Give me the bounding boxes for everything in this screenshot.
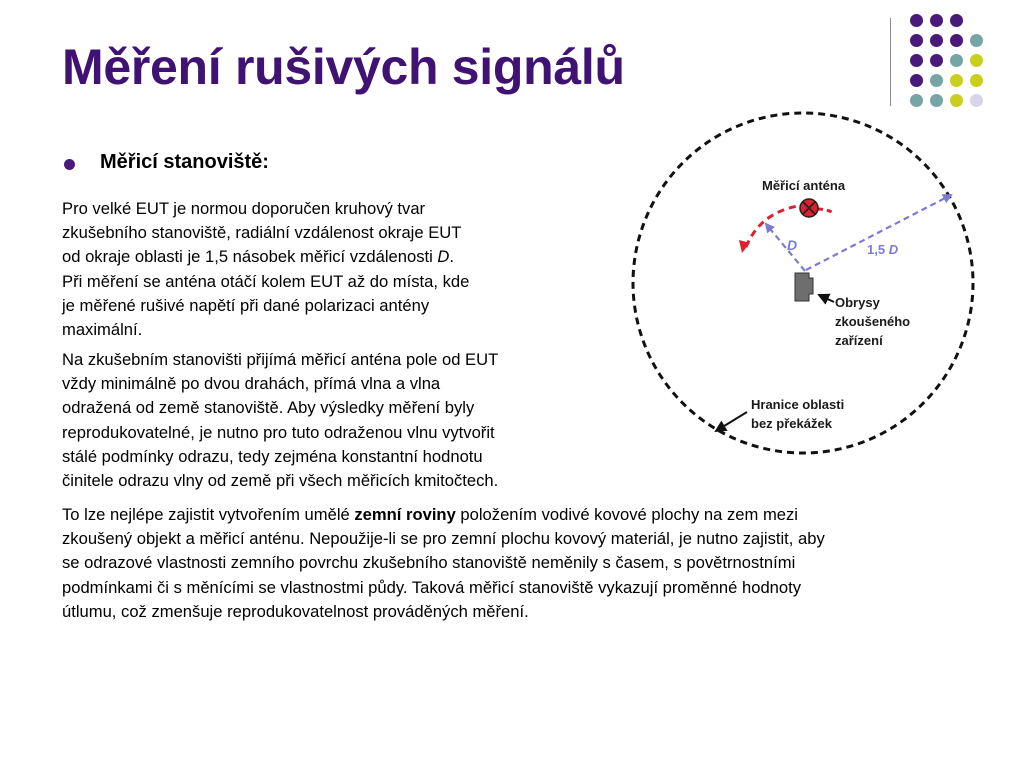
eut-pointer <box>819 295 834 302</box>
dot <box>910 54 923 67</box>
slide-title: Měření rušivých signálů <box>62 39 625 95</box>
dot <box>950 34 963 47</box>
eut-shape <box>795 273 813 301</box>
text-line: útlumu, což zmenšuje reprodukovatelnost prováděných měření. <box>62 601 529 621</box>
text-line: To lze nejlépe zajistit vytvořením umělé zemní roviny položením vodivé kovové plochy na zem mezi <box>62 505 798 524</box>
dot <box>910 74 923 87</box>
text-line: se odrazové vlastnosti zemního povrchu zkušebního stanoviště neměnily s časem, s povětrnostními <box>62 553 796 573</box>
text-line: maximální. <box>62 320 143 340</box>
variable-d: D <box>437 247 450 267</box>
text-line: zkoušený objekt a měřicí anténu. Nepoužije-li se pro zemní plochu kovový materiál, je nutno zajistit, aby <box>62 529 825 549</box>
eut-label-line-1: Obrysy <box>835 295 880 310</box>
paragraph-2 <box>62 348 498 493</box>
dot <box>930 94 943 107</box>
text-line: od okraje oblasti je 1,5 násobek měřicí vzdálenosti D. <box>62 247 455 267</box>
d15-label: 1,5 D <box>867 242 899 257</box>
text-line: odražená od země stanoviště. Aby výsledky měření byly <box>62 398 475 418</box>
text-line: Na zkušebním stanovišti přijímá měřicí anténa pole od EUT <box>62 350 499 369</box>
paragraph-3 <box>62 503 825 624</box>
paragraph-1 <box>62 197 469 342</box>
text-line: podmínkami či s měnícími se vlastnostmi půdy. Taková měřicí stanoviště vykazují proměnné hodnoty <box>62 577 802 597</box>
test-site-diagram <box>620 108 990 473</box>
bullet-icon <box>64 159 75 170</box>
dot <box>950 14 963 27</box>
boundary-pointer <box>716 412 747 431</box>
dot <box>970 74 983 87</box>
text-line: reprodukovatelné, je nutno pro tuto odraženou vlnu vytvořit <box>62 422 495 442</box>
dot <box>970 54 983 67</box>
boundary-label-line-2: bez překážek <box>751 416 832 431</box>
text-line: zkušebního stanoviště, radiální vzdálenost okraje EUT <box>62 223 462 243</box>
dot <box>910 14 923 27</box>
bullet-heading: Měřicí stanoviště: <box>100 151 269 173</box>
eut-label-line-2: zkoušeného <box>835 314 911 329</box>
text-line: je měřené rušivé napětí při dané polarizaci antény <box>62 295 430 315</box>
boundary-label-line-1: Hranice oblasti <box>751 397 845 412</box>
antenna-label: Měřicí anténa <box>762 178 846 193</box>
text-line: Pro velké EUT je normou doporučen kruhový tvar <box>62 199 426 218</box>
dot <box>970 34 983 47</box>
dot <box>950 74 963 87</box>
text-line: vždy minimálně po dvou drahách, přímá vlna a vlna <box>62 374 441 394</box>
dot <box>910 94 923 107</box>
text-line: Při měření se anténa otáčí kolem EUT až do místa, kde <box>62 271 470 291</box>
dot <box>930 14 943 27</box>
text-line: stálé podmínky odrazu, tedy zejména konstantní hodnotu <box>62 446 483 466</box>
arrow-d <box>766 224 805 271</box>
arrow-1-5d <box>806 195 951 270</box>
dot <box>950 54 963 67</box>
dot <box>930 74 943 87</box>
dot <box>930 54 943 67</box>
d-label: D <box>787 237 798 253</box>
dot <box>950 94 963 107</box>
dot <box>970 94 983 107</box>
text-line: činitele odrazu vlny od země při všech měřicích kmitočtech. <box>62 471 499 491</box>
divider-line <box>890 18 891 106</box>
rotation-arc-right <box>818 209 832 212</box>
dot <box>910 34 923 47</box>
eut-label-line-3: zařízení <box>835 333 883 348</box>
dot <box>930 34 943 47</box>
ground-plane-term: zemní roviny <box>354 505 456 524</box>
